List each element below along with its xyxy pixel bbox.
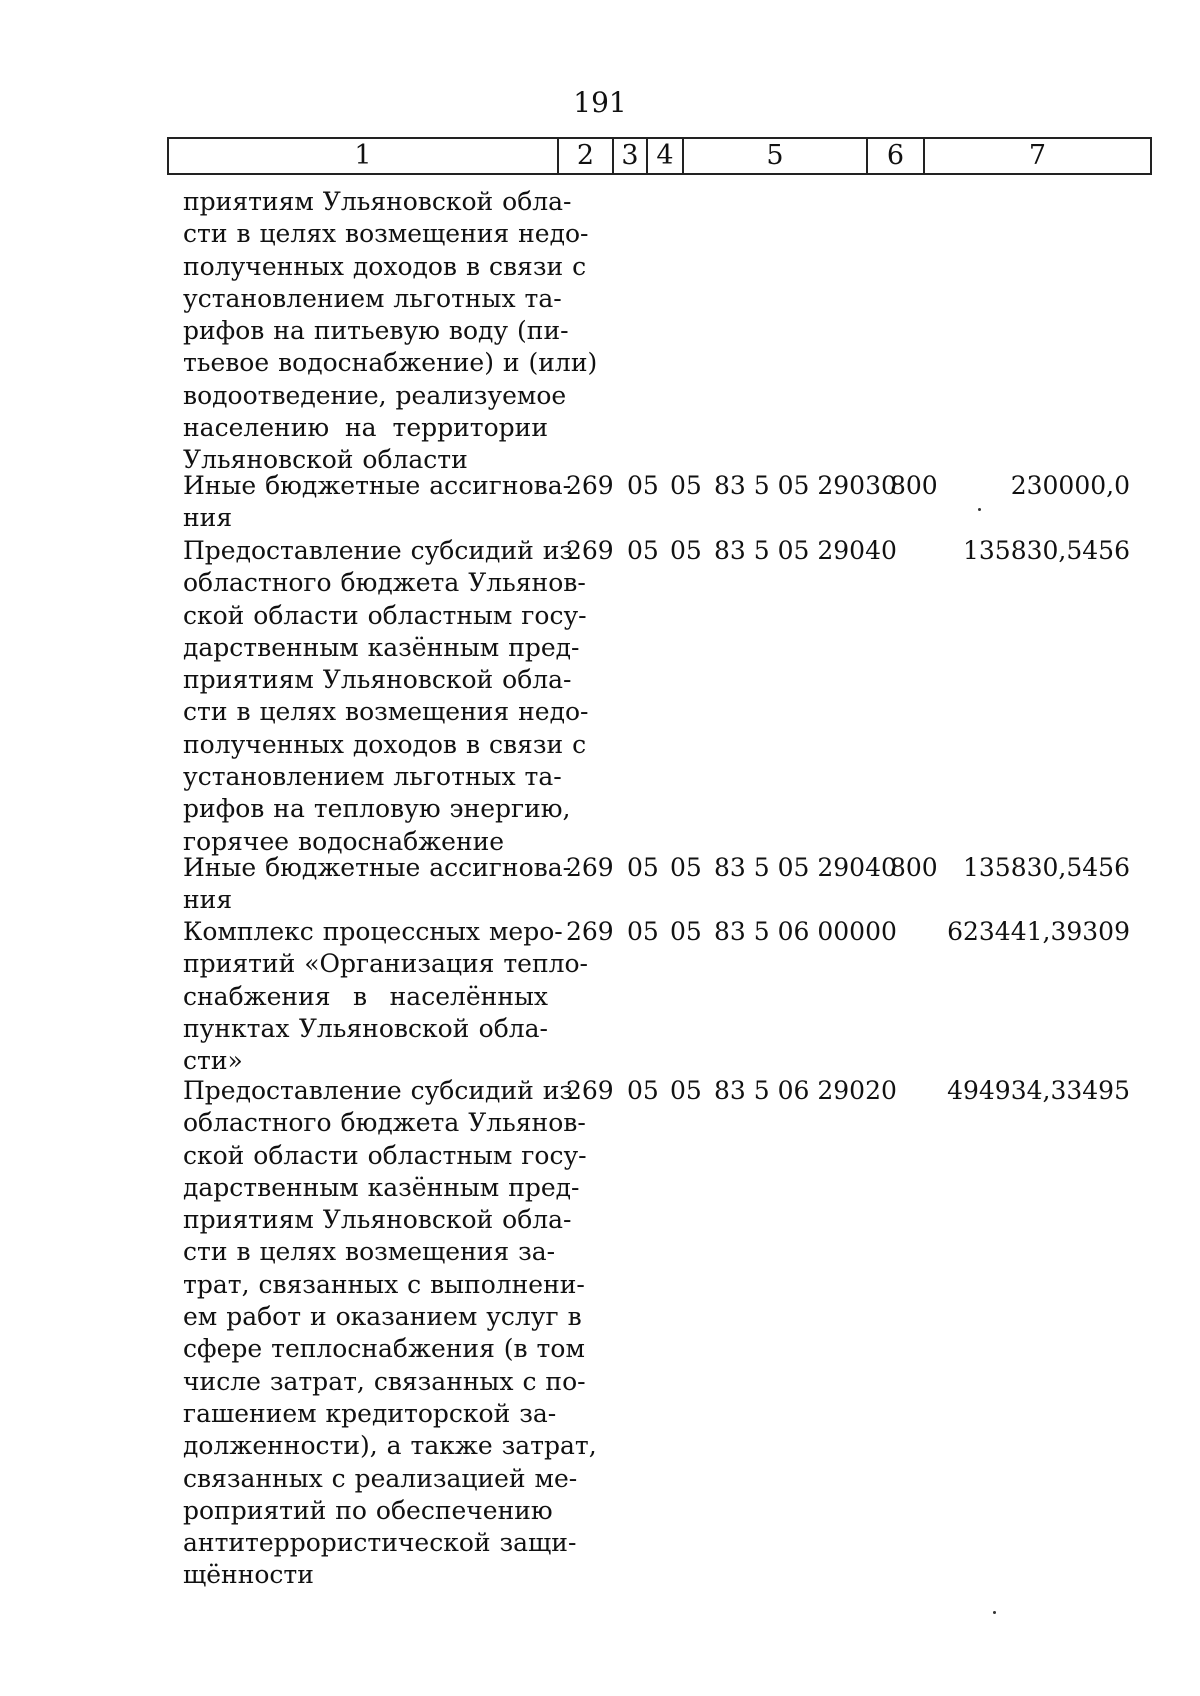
column-header-6: 6	[868, 139, 925, 173]
code-pr: 05	[670, 853, 702, 882]
description-line: областного бюджета Ульянов-	[183, 1108, 586, 1138]
row-amount: 494934,33495	[947, 1076, 1130, 1105]
row-amount: 135830,5456	[962, 536, 1130, 565]
row-description	[183, 470, 572, 535]
description-line: приятий «Организация тепло-	[183, 949, 588, 979]
code-pr: 05	[670, 1076, 702, 1105]
description-line: Иные бюджетные ассигнова-	[183, 853, 572, 882]
code-cs: 83 5 05 29030	[714, 471, 897, 500]
code-gr: 269	[566, 471, 614, 500]
description-line: сфере теплоснабжения (в том	[183, 1334, 585, 1364]
description-line: ской области областным госу-	[183, 600, 587, 630]
code-gr: 269	[566, 1076, 614, 1105]
description-line: щённости	[183, 1560, 314, 1590]
code-rz: 05	[627, 471, 659, 500]
description-line: установлением льготных та-	[183, 762, 562, 792]
code-vr: 800	[890, 471, 938, 500]
row-amount: 623441,39309	[947, 917, 1130, 946]
description-line: ской области областным госу-	[183, 1140, 587, 1170]
description-line: приятиям Ульяновской обла-	[183, 665, 572, 695]
row-description	[183, 852, 572, 917]
description-line: ем работ и оказанием услуг в	[183, 1302, 582, 1332]
code-pr: 05	[670, 471, 702, 500]
description-line: сти в целях возмещения недо-	[183, 697, 589, 727]
page-number: 191	[573, 86, 627, 119]
column-header-3: 3	[614, 139, 648, 173]
description-line: областного бюджета Ульянов-	[183, 568, 586, 598]
description-line: Комплекс процессных меро-	[183, 917, 563, 946]
description-line: пунктах Ульяновской обла-	[183, 1013, 548, 1043]
scan-speck	[978, 508, 981, 511]
description-line: Предоставление субсидий из	[183, 1076, 573, 1105]
description-line: ния	[183, 503, 233, 533]
code-cs: 83 5 05 29040	[714, 853, 897, 882]
description-line: снабжения в населённых	[183, 981, 548, 1011]
description-line: антитеррористической защи-	[183, 1528, 577, 1558]
code-gr: 269	[566, 853, 614, 882]
description-line: сти»	[183, 1046, 243, 1076]
description-line: дарственным казённым пред-	[183, 632, 580, 662]
code-vr: 800	[890, 853, 938, 882]
row-amount: 135830,5456	[962, 853, 1130, 882]
code-rz: 05	[627, 1076, 659, 1105]
description-line: приятиям Ульяновской обла-	[183, 187, 572, 216]
code-pr: 05	[670, 917, 702, 946]
code-cs: 83 5 06 29020	[714, 1076, 897, 1105]
column-header-5: 5	[684, 139, 868, 173]
column-header-2: 2	[559, 139, 614, 173]
description-line: сти в целях возмещения за-	[183, 1237, 556, 1267]
description-line: рифов на питьевую воду (пи-	[183, 316, 569, 346]
code-cs: 83 5 05 29040	[714, 536, 897, 565]
description-line: полученных доходов в связи с	[183, 729, 587, 759]
code-rz: 05	[627, 853, 659, 882]
scan-speck	[993, 1611, 996, 1614]
description-line: сти в целях возмещения недо-	[183, 219, 589, 249]
row-description	[183, 186, 598, 477]
row-description	[183, 916, 588, 1077]
column-header-4: 4	[648, 139, 684, 173]
description-line: трат, связанных с выполнени-	[183, 1269, 585, 1299]
code-pr: 05	[670, 536, 702, 565]
description-line: Иные бюджетные ассигнова-	[183, 471, 572, 500]
description-line: Предоставление субсидий из	[183, 536, 573, 565]
description-line: рифов на тепловую энергию,	[183, 794, 571, 824]
description-line: населению на территории	[183, 413, 548, 443]
row-amount: 230000,0	[1010, 471, 1130, 500]
description-line: горячее водоснабжение	[183, 826, 505, 856]
description-line: гашением кредиторской за-	[183, 1398, 557, 1428]
description-line: числе затрат, связанных с по-	[183, 1366, 586, 1396]
description-line: водоотведение, реализуемое	[183, 380, 567, 410]
code-cs: 83 5 06 00000	[714, 917, 897, 946]
description-line: приятиям Ульяновской обла-	[183, 1205, 572, 1235]
description-line: связанных с реализацией ме-	[183, 1463, 578, 1493]
description-line: тьевое водоснабжение) и (или)	[183, 348, 598, 378]
code-rz: 05	[627, 917, 659, 946]
description-line: полученных доходов в связи с	[183, 251, 587, 281]
code-rz: 05	[627, 536, 659, 565]
column-header-1: 1	[169, 139, 559, 173]
description-line: роприятий по обеспечению	[183, 1495, 553, 1525]
description-line: долженности), а также затрат,	[183, 1431, 597, 1461]
row-description	[183, 535, 589, 858]
description-line: дарственным казённым пред-	[183, 1172, 580, 1202]
description-line: ния	[183, 885, 233, 915]
description-line: Ульяновской области	[183, 445, 468, 475]
code-gr: 269	[566, 536, 614, 565]
code-gr: 269	[566, 917, 614, 946]
description-line: установлением льготных та-	[183, 283, 562, 313]
table-header-row	[167, 137, 1152, 175]
column-header-7: 7	[1028, 140, 1047, 171]
